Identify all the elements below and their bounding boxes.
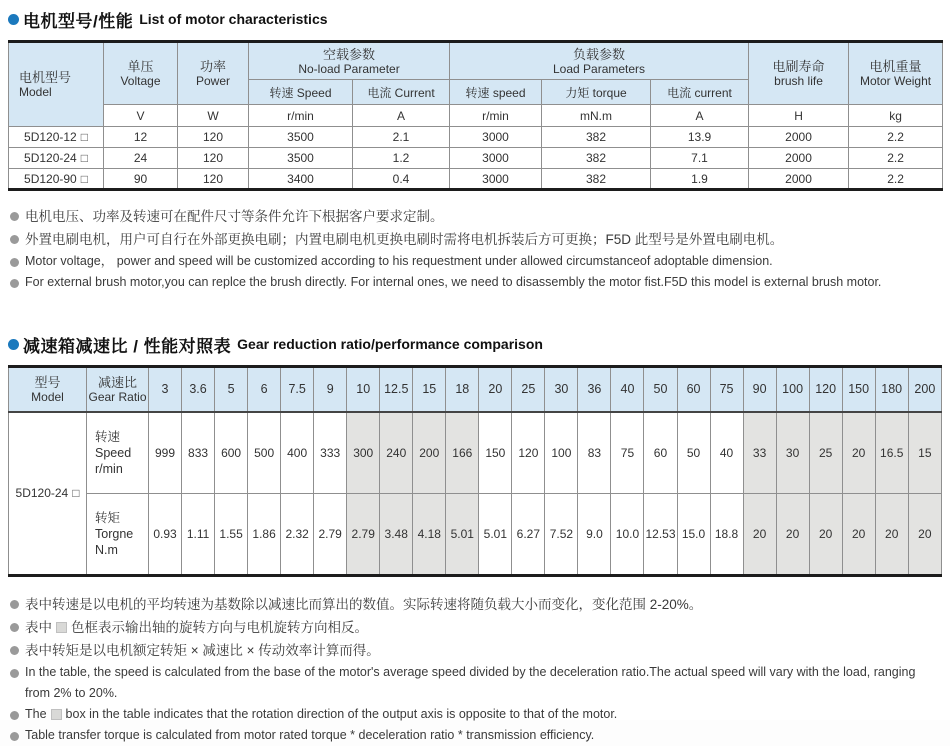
speed-value-cell: 15: [908, 412, 941, 494]
ratio-header-cell: 90: [743, 367, 776, 412]
note-text: For external brush motor,you can replce the brush directly. For internal ones, we need to disassembly the motor fist.F5D this model is external brush motor.: [25, 275, 882, 289]
col-header-power: 功率 Power: [178, 42, 249, 105]
torque-value-cell: 15.0: [677, 494, 710, 576]
section2-title-zh: 减速箱减速比 / 性能对照表: [23, 336, 232, 356]
value-cell: 120: [178, 169, 249, 190]
note-line: [8, 725, 942, 746]
motor-table-body: [9, 127, 943, 190]
torque-value-cell: 7.52: [545, 494, 578, 576]
bullet-icon: [8, 14, 19, 25]
value-cell: 3000: [450, 169, 542, 190]
note-bullet-icon: [10, 623, 19, 632]
col-header-gear-ratio: 减速比 Gear Ratio: [87, 367, 149, 412]
unit-cell: r/min: [450, 105, 542, 127]
note-bullet-icon: [10, 669, 19, 678]
speed-value-cell: 333: [314, 412, 347, 494]
torque-value-cell: 2.79: [314, 494, 347, 576]
section1-notes: [8, 205, 942, 293]
note-line: [8, 205, 942, 228]
model-text: 5D120-24: [24, 151, 77, 165]
torque-value-cell: 20: [842, 494, 875, 576]
speed-row-label: 转速 Speed r/min: [87, 412, 149, 494]
value-cell: 2.2: [849, 169, 943, 190]
ratio-header-row: [9, 367, 942, 412]
torque-value-cell: 1.55: [215, 494, 248, 576]
note-line: [8, 616, 942, 639]
ratio-header-cell: 7.5: [281, 367, 314, 412]
col-group-load: 负载参数 Load Parameters: [450, 42, 749, 80]
note-text: box in the table indicates that the rotation direction of the output axis is opposite to that of the motor.: [65, 707, 618, 721]
col-group-noload: 空载参数 No-load Parameter: [249, 42, 450, 80]
ratio-header-cell: 15: [413, 367, 446, 412]
torque-value-cell: 20: [743, 494, 776, 576]
torque-value-cell: 20: [809, 494, 842, 576]
torque-value-cell: 20: [776, 494, 809, 576]
col-header-model-zh: 电机型号: [19, 70, 72, 85]
value-cell: 1.2: [353, 148, 450, 169]
ratio-header-cell: 5: [215, 367, 248, 412]
unit-cell: W: [178, 105, 249, 127]
ratio-header-cell: 100: [776, 367, 809, 412]
torque-value-cell: 12.53: [644, 494, 677, 576]
placeholder-box-icon: □: [80, 151, 88, 165]
value-cell: 3000: [450, 127, 542, 148]
value-cell: 0.4: [353, 169, 450, 190]
motor-table-row: [9, 127, 943, 148]
note-text: 外置电刷电机，用户可自行在外部更换电刷；内置电刷电机更换电刷时需将电机拆装后方可更换；F5D 此型号是外置电刷电机。: [25, 232, 784, 247]
unit-cell: kg: [849, 105, 943, 127]
value-cell: 3500: [249, 148, 353, 169]
value-cell: 90: [104, 169, 178, 190]
note-text: 表中: [25, 620, 52, 635]
gray-box-swatch-icon: [56, 622, 67, 633]
torque-value-cell: 5.01: [479, 494, 512, 576]
note-bullet-icon: [10, 279, 19, 288]
model-cell: [9, 148, 104, 169]
ratio-header-cell: 36: [578, 367, 611, 412]
gear-ratio-table: [8, 365, 942, 577]
placeholder-box-icon: □: [80, 171, 88, 186]
note-line: [8, 704, 942, 725]
torque-row: [9, 494, 942, 576]
note-bullet-icon: [10, 258, 19, 267]
speed-value-cell: 200: [413, 412, 446, 494]
torque-value-cell: 1.86: [248, 494, 281, 576]
speed-value-cell: 50: [677, 412, 710, 494]
ratio-header-cell: 30: [545, 367, 578, 412]
gray-box-swatch-icon: [51, 709, 62, 720]
value-cell: 13.9: [651, 127, 749, 148]
value-cell: 2000: [749, 148, 849, 169]
note-line: [8, 662, 942, 704]
ratio-header-cell: 18: [446, 367, 479, 412]
ratio-header-cell: 120: [809, 367, 842, 412]
speed-value-cell: 75: [611, 412, 644, 494]
motor-table-row: [9, 148, 943, 169]
torque-value-cell: 6.27: [512, 494, 545, 576]
unit-cell: H: [749, 105, 849, 127]
ratio-header-cell: 20: [479, 367, 512, 412]
value-cell: 2.2: [849, 127, 943, 148]
col-header-noload-current: 电流 Current: [353, 80, 450, 105]
ratio-header-cell: 9: [314, 367, 347, 412]
torque-value-cell: 4.18: [413, 494, 446, 576]
ratio-header-cell: 60: [677, 367, 710, 412]
col-header-load-speed: 转速 speed: [450, 80, 542, 105]
value-cell: 2.1: [353, 127, 450, 148]
col-header-load-torque: 力矩 torque: [542, 80, 651, 105]
speed-row: [9, 412, 942, 494]
torque-value-cell: 3.48: [380, 494, 413, 576]
value-cell: 24: [104, 148, 178, 169]
torque-value-cell: 20: [875, 494, 908, 576]
torque-value-cell: 9.0: [578, 494, 611, 576]
unit-cell: A: [353, 105, 450, 127]
speed-value-cell: 33: [743, 412, 776, 494]
note-text: 色框表示输出轴的旋转方向与电机旋转方向相反。: [71, 620, 368, 635]
section2-notes: [8, 593, 942, 746]
model-text: 5D120-24: [15, 486, 69, 501]
speed-value-cell: 833: [182, 412, 215, 494]
value-cell: 3000: [450, 148, 542, 169]
speed-value-cell: 16.5: [875, 412, 908, 494]
torque-value-cell: 1.11: [182, 494, 215, 576]
col-header-model: [9, 42, 104, 127]
speed-value-cell: 166: [446, 412, 479, 494]
speed-value-cell: 500: [248, 412, 281, 494]
value-cell: 3400: [249, 169, 353, 190]
value-cell: 2.2: [849, 148, 943, 169]
value-cell: 3500: [249, 127, 353, 148]
note-bullet-icon: [10, 600, 19, 609]
value-cell: 382: [542, 169, 651, 190]
speed-value-cell: 100: [545, 412, 578, 494]
unit-cell: r/min: [249, 105, 353, 127]
value-cell: 2000: [749, 127, 849, 148]
section1-title-zh: 电机型号/性能: [23, 11, 134, 31]
value-cell: 12: [104, 127, 178, 148]
ratio-header-cell: 200: [908, 367, 941, 412]
model-cell: [9, 127, 104, 148]
motor-characteristics-table: [8, 40, 943, 191]
note-text: 电机电压、功率及转速可在配件尺寸等条件允许下根据客户要求定制。: [25, 209, 444, 224]
col-header-brush-life: 电刷寿命 brush life: [749, 42, 849, 105]
ratio-header-cell: 40: [611, 367, 644, 412]
speed-value-cell: 20: [842, 412, 875, 494]
ratio-header-cell: 12.5: [380, 367, 413, 412]
col-header-motor-weight: 电机重量 Motor Weight: [849, 42, 943, 105]
motor-table-row: [9, 169, 943, 190]
speed-value-cell: 150: [479, 412, 512, 494]
note-bullet-icon: [10, 732, 19, 741]
value-cell: 1.9: [651, 169, 749, 190]
ratio-header-cell: 3: [149, 367, 182, 412]
units-row: [9, 105, 943, 127]
unit-cell: A: [651, 105, 749, 127]
note-text: The: [25, 707, 47, 721]
col-header-model2: 型号 Model: [9, 367, 87, 412]
note-line: [8, 639, 942, 662]
value-cell: 382: [542, 148, 651, 169]
torque-value-cell: 18.8: [710, 494, 743, 576]
note-text: Table transfer torque is calculated from motor rated torque * deceleration ratio * transmission efficiency.: [25, 728, 595, 742]
col-header-model-en: Model: [19, 85, 52, 99]
note-bullet-icon: [10, 711, 19, 720]
torque-value-cell: 2.79: [347, 494, 380, 576]
section2-title: [8, 333, 942, 355]
note-bullet-icon: [10, 235, 19, 244]
ratio-header-cell: 180: [875, 367, 908, 412]
value-cell: 2000: [749, 169, 849, 190]
col-header-load-current: 电流 current: [651, 80, 749, 105]
speed-value-cell: 600: [215, 412, 248, 494]
value-cell: 120: [178, 127, 249, 148]
col-header-noload-speed: 转速 Speed: [249, 80, 353, 105]
speed-value-cell: 120: [512, 412, 545, 494]
value-cell: 120: [178, 148, 249, 169]
ratio-header-cell: 25: [512, 367, 545, 412]
speed-value-cell: 25: [809, 412, 842, 494]
unit-cell: mN.m: [542, 105, 651, 127]
ratio-header-cell: 75: [710, 367, 743, 412]
section1-title-en: List of motor characteristics: [139, 11, 328, 27]
ratio-header-cell: 6: [248, 367, 281, 412]
section2-title-en: Gear reduction ratio/performance comparison: [237, 336, 543, 352]
speed-value-cell: 999: [149, 412, 182, 494]
unit-cell: V: [104, 105, 178, 127]
ratio-header-cell: 150: [842, 367, 875, 412]
bullet-icon: [8, 339, 19, 350]
ratio-header-cell: 10: [347, 367, 380, 412]
col-header-voltage: 单压 Voltage: [104, 42, 178, 105]
speed-value-cell: 83: [578, 412, 611, 494]
speed-value-cell: 40: [710, 412, 743, 494]
model-cell: [9, 412, 87, 576]
speed-value-cell: 300: [347, 412, 380, 494]
torque-value-cell: 0.93: [149, 494, 182, 576]
value-cell: 382: [542, 127, 651, 148]
torque-value-cell: 20: [908, 494, 941, 576]
section1-title: [8, 8, 942, 30]
model-cell: [9, 169, 104, 190]
torque-value-cell: 10.0: [611, 494, 644, 576]
speed-value-cell: 400: [281, 412, 314, 494]
model-text: 5D120-12: [24, 130, 77, 144]
torque-value-cell: 5.01: [446, 494, 479, 576]
note-line: [8, 228, 942, 251]
ratio-header-cell: 50: [644, 367, 677, 412]
note-bullet-icon: [10, 212, 19, 221]
speed-value-cell: 240: [380, 412, 413, 494]
note-text: In the table, the speed is calculated from the base of the motor's average speed divided by the deceleration ratio.The actual speed will vary with the load, ranging from 2% to 20%.: [25, 665, 916, 700]
placeholder-box-icon: □: [72, 486, 80, 501]
placeholder-box-icon: □: [80, 130, 88, 144]
note-line: [8, 272, 942, 293]
note-bullet-icon: [10, 646, 19, 655]
speed-value-cell: 60: [644, 412, 677, 494]
value-cell: 7.1: [651, 148, 749, 169]
note-text: 表中转矩是以电机额定转矩 × 减速比 × 传动效率计算而得。: [25, 643, 380, 658]
note-text: Motor voltage， power and speed will be customized according to his requestment under allowed circumstanceof adoptable dimension.: [25, 254, 773, 268]
torque-value-cell: 2.32: [281, 494, 314, 576]
ratio-header-cell: 3.6: [182, 367, 215, 412]
note-text: 表中转速是以电机的平均转速为基数除以减速比而算出的数值。实际转速将随负载大小而变化，变化范围 2-20%。: [25, 597, 703, 612]
note-line: [8, 251, 942, 272]
model-text: 5D120-90: [24, 171, 77, 186]
speed-value-cell: 30: [776, 412, 809, 494]
note-line: [8, 593, 942, 616]
torque-row-label: 转矩 Torgne N.m: [87, 494, 149, 576]
